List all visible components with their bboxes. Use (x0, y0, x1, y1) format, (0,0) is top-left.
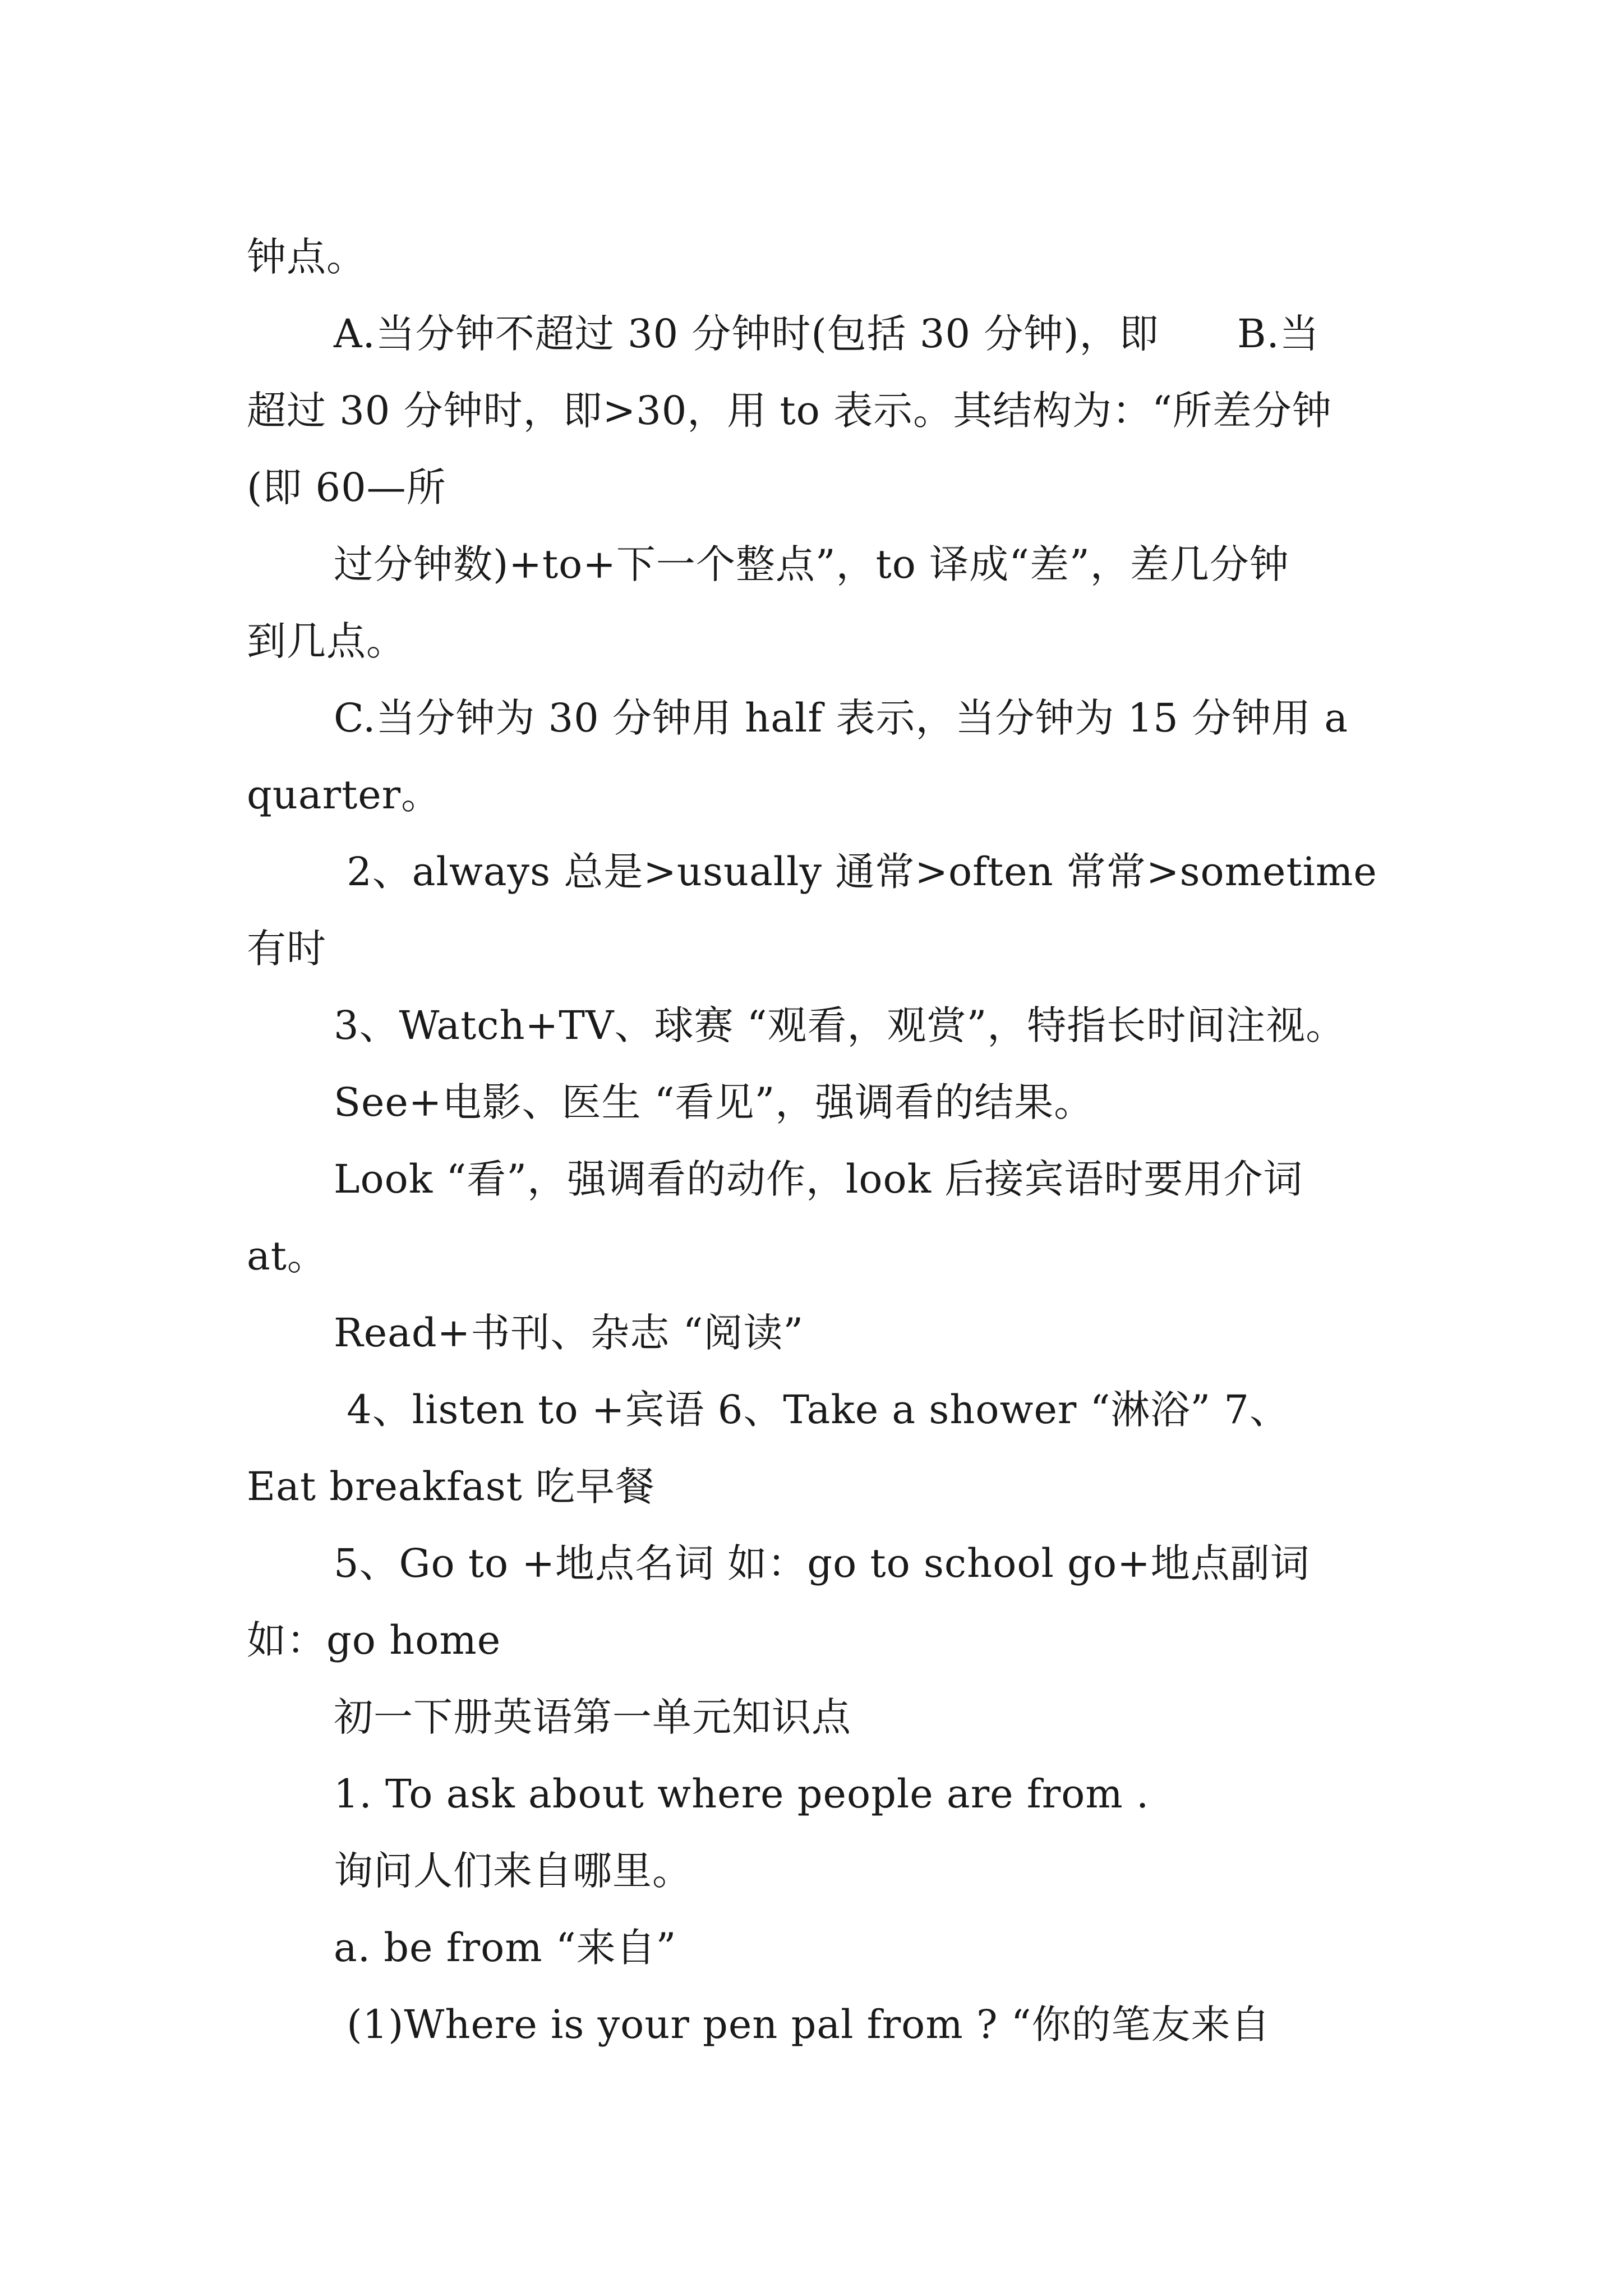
text-line: 2、always 总是>usually 通常>often 常常>sometime (334, 849, 1377, 895)
document-body (247, 219, 1388, 2063)
text-line: 超过 30 分钟时，即>30，用 to 表示。其结构为：“所差分钟 (247, 388, 1332, 434)
text-line: (即 60—所 (247, 464, 446, 510)
text-line: 如：go home (247, 1617, 501, 1663)
text-line: A.当分钟不超过 30 分钟时(包括 30 分钟)，即 B.当 (334, 311, 1320, 357)
text-line: at。 (247, 1233, 327, 1279)
text-line: a. be from “来自” (334, 1925, 677, 1971)
text-line: 钟点。 (247, 234, 366, 280)
text-line: See+电影、医生 “看见”，强调看的结果。 (334, 1079, 1094, 1125)
text-line: 5、Go to +地点名词 如：go to school go+地点副词 (334, 1540, 1310, 1586)
text-line: 到几点。 (247, 618, 406, 664)
text-line: 1. To ask about where people are from . (334, 1771, 1150, 1817)
text-line: Look “看”，强调看的动作，look 后接宾语时要用介词 (334, 1156, 1303, 1202)
text-line: 4、listen to +宾语 6、Take a shower “淋浴” 7、 (334, 1387, 1289, 1433)
text-line: 3、Watch+TV、球赛 “观看，观赏”，特指长时间注视。 (334, 1002, 1346, 1048)
section-heading: 初一下册英语第一单元知识点 (334, 1694, 851, 1740)
text-line: 询问人们来自哪里。 (334, 1848, 692, 1894)
text-line: quarter。 (247, 772, 441, 818)
text-line: Eat breakfast 吃早餐 (247, 1464, 656, 1510)
text-line: 有时 (247, 926, 326, 972)
text-line: 过分钟数)+to+下一个整点”，to 译成“差”，差几分钟 (334, 541, 1289, 587)
text-line: C.当分钟为 30 分钟用 half 表示，当分钟为 15 分钟用 a (334, 695, 1349, 741)
text-line: Read+书刊、杂志 “阅读” (334, 1310, 804, 1356)
text-line: (1)Where is your pen pal from ? “你的笔友来自 (334, 2001, 1271, 2047)
